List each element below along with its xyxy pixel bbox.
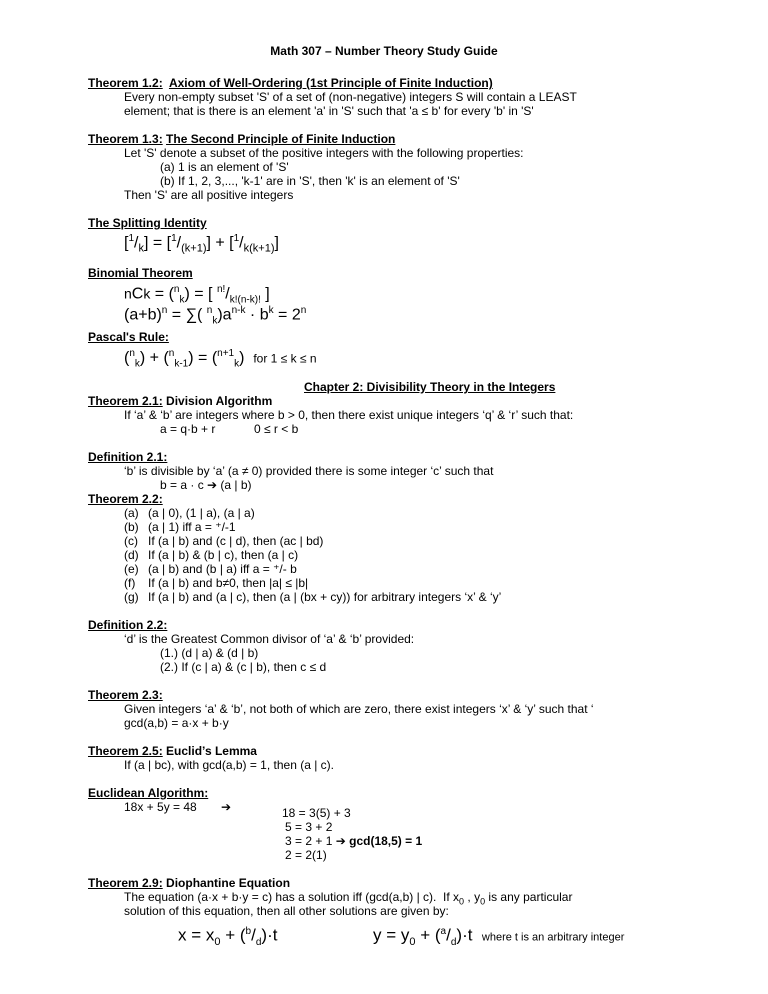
- definition-2-2-heading: Definition 2.2:: [88, 618, 168, 632]
- definition-2-1-heading: Definition 2.1:: [88, 450, 168, 464]
- where-clause: where t is an arbitrary integer: [481, 931, 625, 944]
- theorem-1-3-heading: [88, 132, 395, 146]
- list-item: (a): [124, 506, 139, 520]
- list-item-text: If (a | b) and (a | c), then (a | (bx + cy)) for arbitrary integers ‘x’ & ‘y’: [148, 590, 502, 604]
- list-item: (d): [124, 548, 139, 562]
- theorem-1-3-conclusion: Then 'S' are all positive integers: [124, 188, 294, 202]
- theorem-1-3-item-a: (a) 1 is an element of 'S': [160, 160, 289, 174]
- list-item: (g): [124, 590, 139, 604]
- theorem-2-9-line-1: The equation (a·x + b·y = c) has a solution iff (gcd(a,b) | c). If $x_0$ , $y_0$ is any particular: [124, 890, 573, 907]
- theorem-name: Euclid’s Lemma: [166, 744, 257, 758]
- x-solution-formula: $x = x_0 + (^b/_d)\cdot t$: [178, 925, 278, 949]
- gcd-result: gcd(18,5) = 1: [349, 834, 423, 848]
- theorem-2-5-heading: [88, 744, 257, 758]
- definition-2-1-line-1: ‘b’ is divisible by ‘a’ (a ≠ 0) provided there is some integer ‘c’ such that: [124, 464, 494, 478]
- arrow-icon: ➔: [221, 800, 232, 814]
- theorem-2-3-heading: Theorem 2.3:: [88, 688, 163, 702]
- list-item-text: If (a | b) and (c | d), then (ac | bd): [148, 534, 324, 548]
- euclidean-step-3: 3 = 2 + 1 ➔ gcd(18,5) = 1: [285, 834, 423, 848]
- pascals-rule-condition: for 1 ≤ k ≤ n: [253, 351, 317, 366]
- theorem-2-3-line-2: gcd(a,b) = a·x + b·y: [124, 716, 229, 730]
- list-item-text: (a | 0), (1 | a), (a | a): [148, 506, 255, 520]
- theorem-name: Diophantine Equation: [166, 876, 291, 890]
- theorem-1-2-line-2: element; that is there is an element 'a' in 'S' such that 'a ≤ b' for every 'b' in 'S': [124, 104, 534, 118]
- theorem-2-2-heading: Theorem 2.2:: [88, 492, 163, 506]
- theorem-name: Division Algorithm: [166, 394, 273, 408]
- euclidean-step-4: 2 = 2(1): [285, 848, 327, 862]
- binomial-theorem-heading: Binomial Theorem: [88, 266, 193, 280]
- chapter-2-heading: Chapter 2: Divisibility Theory in the Integers: [304, 380, 556, 394]
- theorem-2-3-line-1: Given integers ‘a’ & ‘b’, not both of which are zero, there exist integers ‘x’ & ‘y’ such that ‘: [124, 702, 594, 716]
- binomial-expansion-formula: $(a+b)^n$ = ∑( $^n_k)a^{n-k} \cdot b^k = 2^n$: [124, 305, 307, 327]
- theorem-1-2-heading: [88, 76, 493, 90]
- page-title: Math 307 – Number Theory Study Guide: [270, 44, 498, 58]
- theorem-2-9-heading: [88, 876, 290, 890]
- theorem-2-1-line-1: If ‘a’ & ‘b’ are integers where b > 0, then there exist unique integers ‘q’ & ‘r’ such that:: [124, 408, 574, 422]
- theorem-name: The Second Principle of Finite Induction: [166, 132, 396, 146]
- theorem-1-3-line-1: Let 'S' denote a subset of the positive integers with the following properties:: [124, 146, 524, 160]
- theorem-1-3-item-b: (b) If 1, 2, 3,..., 'k-1' are in 'S', then 'k' is an element of 'S': [160, 174, 460, 188]
- definition-2-1-line-2: b = a · c ➔ (a | b): [160, 478, 252, 492]
- euclidean-step-1: 18 = 3(5) + 3: [282, 806, 351, 820]
- splitting-identity-formula: $[^1/_k] = [^1/_{(k+1)}] + [^1/_{k(k+1)}]$: [124, 233, 279, 255]
- definition-2-2-line-1: ‘d’ is the Greatest Common divisor of ‘a’ & ‘b’ provided:: [124, 632, 415, 646]
- list-item: (c): [124, 534, 138, 548]
- theorem-label: Theorem 1.3:: [88, 132, 163, 146]
- theorem-name: Axiom of Well-Ordering (1st Principle of Finite Induction): [168, 76, 493, 90]
- theorem-2-5-line-1: If (a | bc), with gcd(a,b) = 1, then (a | c).: [124, 758, 334, 772]
- definition-2-2-item-2: (2.) If (c | a) & (c | b), then c ≤ d: [160, 660, 327, 674]
- theorem-label: Theorem 2.1:: [88, 394, 163, 408]
- euclidean-algorithm-heading: Euclidean Algorithm:: [88, 786, 209, 800]
- splitting-identity-heading: The Splitting Identity: [88, 216, 207, 230]
- binomial-coefficient-formula: nCk = ($^n_k$) = [ $^{n!}/_{k!(n-k)!}$ ]: [124, 284, 270, 306]
- theorem-label: Theorem 2.5:: [88, 744, 163, 758]
- list-item: (e): [124, 562, 139, 576]
- theorem-1-2-line-1: Every non-empty subset 'S' of a set of (non-negative) integers S will contain a LEAST: [124, 90, 577, 104]
- theorem-2-9-line-2: solution of this equation, then all other solutions are given by:: [124, 904, 449, 918]
- list-item-text: If (a | b) & (b | c), then (a | c): [148, 548, 299, 562]
- list-item-text: (a | 1) iff a = ⁺/-1: [148, 520, 236, 534]
- theorem-label: Theorem 2.9:: [88, 876, 163, 890]
- theorem-2-1-condition: 0 ≤ r < b: [254, 422, 299, 436]
- list-item: (b): [124, 520, 139, 534]
- definition-2-2-item-1: (1.) (d | a) & (d | b): [160, 646, 259, 660]
- list-item-text: If (a | b) and b≠0, then |a| ≤ |b|: [148, 576, 309, 590]
- arrow-icon: ➔: [335, 834, 346, 848]
- theorem-2-1-heading: [88, 394, 272, 408]
- y-solution-formula: $y = y_0 + (^a/_d)\cdot t$ where t is an arbitrary integer: [373, 925, 625, 949]
- pascals-rule-heading: Pascal's Rule:: [88, 330, 169, 344]
- theorem-2-1-equation: a = q·b + r: [160, 422, 216, 436]
- list-item-text: (a | b) and (b | a) iff a = ⁺/- b: [148, 562, 297, 576]
- list-item: (f): [124, 576, 136, 590]
- euclidean-step-2: 5 = 3 + 2: [285, 820, 333, 834]
- theorem-label: Theorem 1.2:: [88, 76, 163, 90]
- pascals-rule-formula: ($^n_k$) + ($^n_{k-1}$) = ($^{n+1}_k$) for 1 ≤ k ≤ n: [124, 348, 317, 370]
- euclidean-equation: 18x + 5y = 48: [124, 800, 197, 814]
